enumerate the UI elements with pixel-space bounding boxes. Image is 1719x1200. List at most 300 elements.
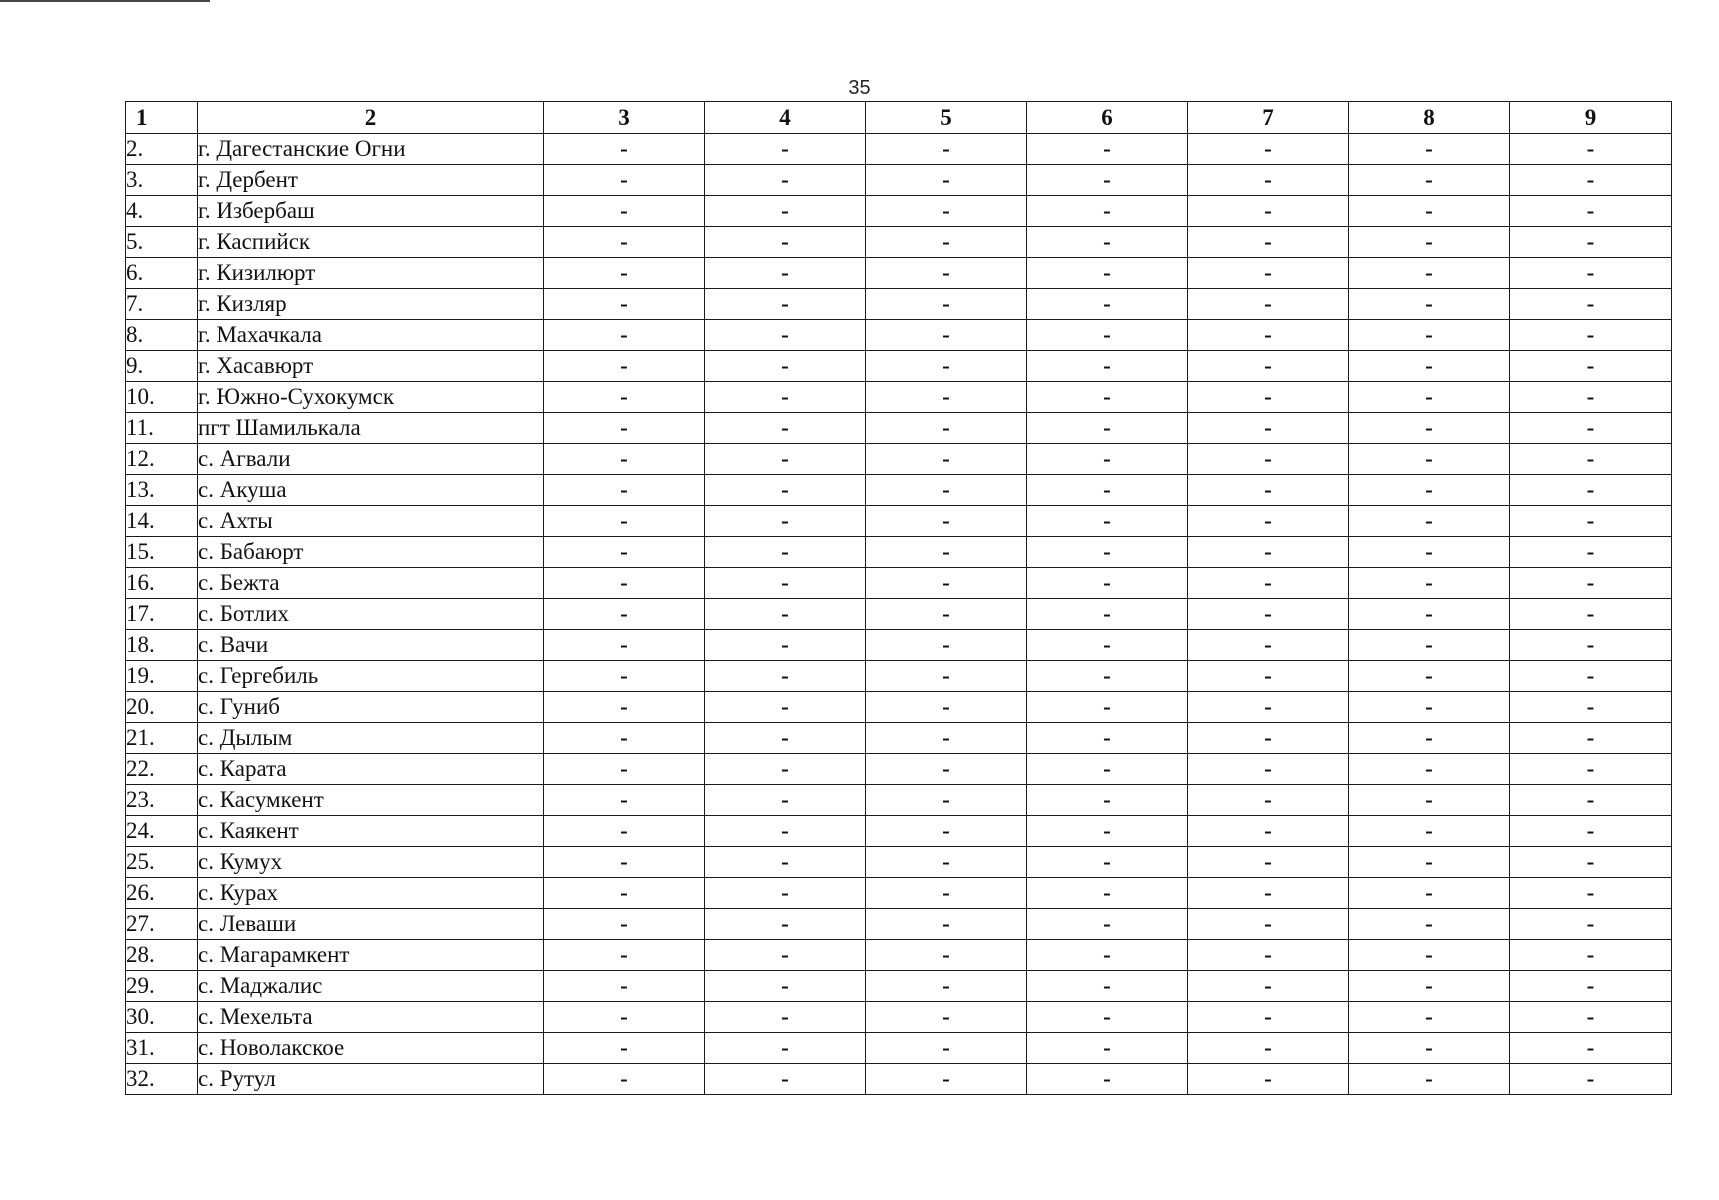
value-cell: - — [1349, 351, 1510, 382]
value-cell: - — [1349, 599, 1510, 630]
row-number: 11. — [126, 413, 198, 444]
table-row — [126, 723, 1672, 754]
value-cell: - — [705, 661, 866, 692]
value-cell: - — [1349, 754, 1510, 785]
settlement-name: с. Агвали — [198, 444, 544, 475]
value-cell: - — [1188, 816, 1349, 847]
value-cell: - — [1027, 351, 1188, 382]
value-cell: - — [705, 227, 866, 258]
value-cell: - — [1027, 475, 1188, 506]
value-cell: - — [866, 475, 1027, 506]
value-cell: - — [544, 816, 705, 847]
value-cell: - — [1027, 971, 1188, 1002]
table-row — [126, 1064, 1672, 1095]
value-cell: - — [1349, 971, 1510, 1002]
value-cell: - — [544, 258, 705, 289]
value-cell: - — [544, 289, 705, 320]
table-row — [126, 227, 1672, 258]
value-cell: - — [866, 568, 1027, 599]
table-row — [126, 382, 1672, 413]
value-cell: - — [544, 382, 705, 413]
settlement-name: с. Мехельта — [198, 1002, 544, 1033]
value-cell: - — [1510, 134, 1672, 165]
header-row — [126, 102, 1672, 134]
value-cell: - — [544, 196, 705, 227]
value-cell: - — [1188, 568, 1349, 599]
value-cell: - — [1510, 940, 1672, 971]
column-header: 8 — [1349, 102, 1510, 134]
value-cell: - — [705, 816, 866, 847]
settlement-name: с. Гергебиль — [198, 661, 544, 692]
value-cell: - — [1510, 258, 1672, 289]
value-cell: - — [1510, 692, 1672, 723]
value-cell: - — [1188, 382, 1349, 413]
value-cell: - — [544, 444, 705, 475]
value-cell: - — [1510, 785, 1672, 816]
row-number: 14. — [126, 506, 198, 537]
value-cell: - — [705, 971, 866, 1002]
value-cell: - — [866, 413, 1027, 444]
table-row — [126, 847, 1672, 878]
table-row — [126, 320, 1672, 351]
column-header: 9 — [1510, 102, 1672, 134]
value-cell: - — [1188, 661, 1349, 692]
value-cell: - — [1188, 692, 1349, 723]
column-header: 5 — [866, 102, 1027, 134]
table-row — [126, 909, 1672, 940]
value-cell: - — [544, 413, 705, 444]
value-cell: - — [1510, 227, 1672, 258]
table-row — [126, 971, 1672, 1002]
value-cell: - — [544, 661, 705, 692]
value-cell: - — [1510, 847, 1672, 878]
value-cell: - — [1027, 599, 1188, 630]
settlement-name: с. Карата — [198, 754, 544, 785]
row-number: 24. — [126, 816, 198, 847]
value-cell: - — [1510, 537, 1672, 568]
row-number: 15. — [126, 537, 198, 568]
value-cell: - — [1188, 1002, 1349, 1033]
value-cell: - — [1510, 382, 1672, 413]
settlement-name: с. Леваши — [198, 909, 544, 940]
settlement-name: с. Кумух — [198, 847, 544, 878]
value-cell: - — [1188, 878, 1349, 909]
table-row — [126, 630, 1672, 661]
value-cell: - — [1510, 599, 1672, 630]
value-cell: - — [1027, 940, 1188, 971]
value-cell: - — [1349, 413, 1510, 444]
value-cell: - — [1349, 258, 1510, 289]
row-number: 7. — [126, 289, 198, 320]
value-cell: - — [705, 754, 866, 785]
value-cell: - — [1349, 1033, 1510, 1064]
value-cell: - — [1188, 909, 1349, 940]
value-cell: - — [544, 785, 705, 816]
value-cell: - — [866, 165, 1027, 196]
settlement-name: с. Дылым — [198, 723, 544, 754]
value-cell: - — [1027, 816, 1188, 847]
value-cell: - — [705, 692, 866, 723]
value-cell: - — [544, 971, 705, 1002]
value-cell: - — [866, 289, 1027, 320]
value-cell: - — [866, 816, 1027, 847]
table-row — [126, 568, 1672, 599]
settlement-name: г. Дербент — [198, 165, 544, 196]
row-number: 25. — [126, 847, 198, 878]
value-cell: - — [544, 506, 705, 537]
value-cell: - — [544, 754, 705, 785]
value-cell: - — [705, 506, 866, 537]
data-table — [125, 101, 1672, 1095]
value-cell: - — [866, 599, 1027, 630]
row-number: 21. — [126, 723, 198, 754]
value-cell: - — [866, 630, 1027, 661]
row-number: 2. — [126, 134, 198, 165]
table-row — [126, 1002, 1672, 1033]
table-row — [126, 351, 1672, 382]
value-cell: - — [1027, 692, 1188, 723]
value-cell: - — [1027, 847, 1188, 878]
settlement-name: г. Дагестанские Огни — [198, 134, 544, 165]
value-cell: - — [544, 1002, 705, 1033]
value-cell: - — [1349, 320, 1510, 351]
value-cell: - — [1349, 692, 1510, 723]
value-cell: - — [1349, 475, 1510, 506]
value-cell: - — [1027, 1064, 1188, 1095]
row-number: 9. — [126, 351, 198, 382]
value-cell: - — [1510, 754, 1672, 785]
settlement-name: с. Курах — [198, 878, 544, 909]
value-cell: - — [705, 196, 866, 227]
value-cell: - — [544, 847, 705, 878]
value-cell: - — [544, 630, 705, 661]
value-cell: - — [1027, 444, 1188, 475]
row-number: 6. — [126, 258, 198, 289]
table-row — [126, 537, 1672, 568]
value-cell: - — [1349, 289, 1510, 320]
value-cell: - — [1188, 506, 1349, 537]
row-number: 3. — [126, 165, 198, 196]
value-cell: - — [1027, 723, 1188, 754]
value-cell: - — [866, 909, 1027, 940]
table-body — [126, 134, 1672, 1095]
row-number: 5. — [126, 227, 198, 258]
settlement-name: с. Ахты — [198, 506, 544, 537]
value-cell: - — [1349, 847, 1510, 878]
row-number: 19. — [126, 661, 198, 692]
value-cell: - — [866, 382, 1027, 413]
row-number: 32. — [126, 1064, 198, 1095]
value-cell: - — [705, 320, 866, 351]
value-cell: - — [705, 537, 866, 568]
table-row — [126, 413, 1672, 444]
value-cell: - — [1510, 1033, 1672, 1064]
value-cell: - — [1027, 754, 1188, 785]
value-cell: - — [705, 351, 866, 382]
value-cell: - — [544, 723, 705, 754]
value-cell: - — [866, 878, 1027, 909]
column-header: 7 — [1188, 102, 1349, 134]
value-cell: - — [544, 537, 705, 568]
value-cell: - — [1188, 847, 1349, 878]
value-cell: - — [866, 785, 1027, 816]
value-cell: - — [1188, 1064, 1349, 1095]
value-cell: - — [1188, 971, 1349, 1002]
settlement-name: с. Маджалис — [198, 971, 544, 1002]
value-cell: - — [1188, 475, 1349, 506]
value-cell: - — [866, 258, 1027, 289]
value-cell: - — [1349, 723, 1510, 754]
table-row — [126, 785, 1672, 816]
value-cell: - — [705, 475, 866, 506]
value-cell: - — [1349, 506, 1510, 537]
column-header: 6 — [1027, 102, 1188, 134]
value-cell: - — [866, 1064, 1027, 1095]
value-cell: - — [1027, 289, 1188, 320]
table-row — [126, 754, 1672, 785]
scan-edge-mark — [0, 0, 210, 2]
value-cell: - — [1349, 444, 1510, 475]
value-cell: - — [544, 599, 705, 630]
table-row — [126, 692, 1672, 723]
value-cell: - — [705, 165, 866, 196]
row-number: 4. — [126, 196, 198, 227]
table-row — [126, 289, 1672, 320]
value-cell: - — [705, 630, 866, 661]
value-cell: - — [1027, 630, 1188, 661]
value-cell: - — [1349, 134, 1510, 165]
row-number: 12. — [126, 444, 198, 475]
settlement-name: с. Каякент — [198, 816, 544, 847]
value-cell: - — [866, 971, 1027, 1002]
row-number: 29. — [126, 971, 198, 1002]
value-cell: - — [1027, 568, 1188, 599]
table-row — [126, 661, 1672, 692]
value-cell: - — [866, 444, 1027, 475]
table-row — [126, 165, 1672, 196]
value-cell: - — [1027, 909, 1188, 940]
table-row — [126, 599, 1672, 630]
table-row — [126, 258, 1672, 289]
row-number: 26. — [126, 878, 198, 909]
value-cell: - — [866, 723, 1027, 754]
column-header: 3 — [544, 102, 705, 134]
value-cell: - — [1027, 196, 1188, 227]
value-cell: - — [705, 785, 866, 816]
value-cell: - — [1027, 227, 1188, 258]
value-cell: - — [866, 661, 1027, 692]
value-cell: - — [866, 134, 1027, 165]
value-cell: - — [1510, 971, 1672, 1002]
value-cell: - — [1027, 382, 1188, 413]
row-number: 16. — [126, 568, 198, 599]
value-cell: - — [1188, 134, 1349, 165]
table-row — [126, 444, 1672, 475]
value-cell: - — [866, 847, 1027, 878]
value-cell: - — [1349, 816, 1510, 847]
settlement-name: г. Кизляр — [198, 289, 544, 320]
value-cell: - — [1188, 289, 1349, 320]
row-number: 8. — [126, 320, 198, 351]
value-cell: - — [1349, 382, 1510, 413]
value-cell: - — [1188, 165, 1349, 196]
row-number: 31. — [126, 1033, 198, 1064]
settlement-name: с. Магарамкент — [198, 940, 544, 971]
value-cell: - — [1188, 754, 1349, 785]
value-cell: - — [705, 382, 866, 413]
settlement-name: г. Южно-Сухокумск — [198, 382, 544, 413]
value-cell: - — [1188, 196, 1349, 227]
settlement-name: с. Бежта — [198, 568, 544, 599]
value-cell: - — [1510, 320, 1672, 351]
row-number: 17. — [126, 599, 198, 630]
settlement-name: пгт Шамилькала — [198, 413, 544, 444]
value-cell: - — [1188, 227, 1349, 258]
value-cell: - — [1510, 816, 1672, 847]
value-cell: - — [866, 227, 1027, 258]
table-row — [126, 878, 1672, 909]
value-cell: - — [866, 692, 1027, 723]
value-cell: - — [1349, 630, 1510, 661]
value-cell: - — [544, 320, 705, 351]
value-cell: - — [1349, 909, 1510, 940]
row-number: 18. — [126, 630, 198, 661]
value-cell: - — [866, 320, 1027, 351]
value-cell: - — [1510, 444, 1672, 475]
row-number: 28. — [126, 940, 198, 971]
settlement-name: г. Каспийск — [198, 227, 544, 258]
settlement-name: с. Вачи — [198, 630, 544, 661]
column-header: 1 — [126, 102, 198, 134]
table-row — [126, 134, 1672, 165]
value-cell: - — [866, 1033, 1027, 1064]
settlement-name: с. Гуниб — [198, 692, 544, 723]
value-cell: - — [544, 475, 705, 506]
row-number: 22. — [126, 754, 198, 785]
row-number: 30. — [126, 1002, 198, 1033]
table-header — [126, 102, 1672, 134]
value-cell: - — [1188, 258, 1349, 289]
value-cell: - — [1027, 785, 1188, 816]
value-cell: - — [1027, 165, 1188, 196]
value-cell: - — [544, 227, 705, 258]
value-cell: - — [1188, 785, 1349, 816]
value-cell: - — [705, 940, 866, 971]
row-number: 27. — [126, 909, 198, 940]
settlement-name: с. Рутул — [198, 1064, 544, 1095]
settlement-name: г. Избербаш — [198, 196, 544, 227]
column-header: 4 — [705, 102, 866, 134]
value-cell: - — [1188, 320, 1349, 351]
value-cell: - — [544, 165, 705, 196]
value-cell: - — [705, 568, 866, 599]
value-cell: - — [705, 909, 866, 940]
value-cell: - — [1510, 196, 1672, 227]
value-cell: - — [1510, 723, 1672, 754]
table-row — [126, 940, 1672, 971]
value-cell: - — [705, 134, 866, 165]
value-cell: - — [544, 878, 705, 909]
table-row — [126, 196, 1672, 227]
value-cell: - — [1510, 661, 1672, 692]
value-cell: - — [1510, 909, 1672, 940]
settlement-name: г. Махачкала — [198, 320, 544, 351]
value-cell: - — [866, 1002, 1027, 1033]
row-number: 20. — [126, 692, 198, 723]
settlement-name: с. Новолакское — [198, 1033, 544, 1064]
value-cell: - — [1349, 661, 1510, 692]
value-cell: - — [1349, 878, 1510, 909]
table-row — [126, 1033, 1672, 1064]
value-cell: - — [1510, 475, 1672, 506]
value-cell: - — [705, 289, 866, 320]
value-cell: - — [1188, 940, 1349, 971]
value-cell: - — [705, 1002, 866, 1033]
value-cell: - — [1349, 940, 1510, 971]
value-cell: - — [1188, 723, 1349, 754]
value-cell: - — [1027, 320, 1188, 351]
value-cell: - — [544, 351, 705, 382]
value-cell: - — [1027, 537, 1188, 568]
page-number: 35 — [848, 77, 871, 99]
value-cell: - — [705, 413, 866, 444]
value-cell: - — [1349, 1064, 1510, 1095]
value-cell: - — [544, 692, 705, 723]
value-cell: - — [1510, 878, 1672, 909]
row-number: 23. — [126, 785, 198, 816]
value-cell: - — [1349, 785, 1510, 816]
value-cell: - — [705, 444, 866, 475]
value-cell: - — [1188, 599, 1349, 630]
value-cell: - — [544, 940, 705, 971]
value-cell: - — [1027, 1033, 1188, 1064]
value-cell: - — [1349, 227, 1510, 258]
value-cell: - — [1349, 196, 1510, 227]
settlement-name: с. Бабаюрт — [198, 537, 544, 568]
row-number: 13. — [126, 475, 198, 506]
value-cell: - — [705, 723, 866, 754]
value-cell: - — [1027, 878, 1188, 909]
value-cell: - — [705, 258, 866, 289]
value-cell: - — [1188, 1033, 1349, 1064]
value-cell: - — [1188, 351, 1349, 382]
value-cell: - — [1510, 413, 1672, 444]
value-cell: - — [544, 1064, 705, 1095]
value-cell: - — [1188, 630, 1349, 661]
value-cell: - — [1188, 537, 1349, 568]
value-cell: - — [1510, 506, 1672, 537]
value-cell: - — [1188, 444, 1349, 475]
table-row — [126, 506, 1672, 537]
table-row — [126, 475, 1672, 506]
value-cell: - — [705, 1064, 866, 1095]
value-cell: - — [705, 599, 866, 630]
settlement-name: г. Хасавюрт — [198, 351, 544, 382]
value-cell: - — [1027, 258, 1188, 289]
value-cell: - — [1349, 537, 1510, 568]
value-cell: - — [1349, 568, 1510, 599]
value-cell: - — [1027, 413, 1188, 444]
value-cell: - — [544, 1033, 705, 1064]
value-cell: - — [866, 196, 1027, 227]
value-cell: - — [1510, 1002, 1672, 1033]
value-cell: - — [1349, 1002, 1510, 1033]
value-cell: - — [1027, 661, 1188, 692]
value-cell: - — [1510, 568, 1672, 599]
value-cell: - — [866, 940, 1027, 971]
value-cell: - — [866, 754, 1027, 785]
value-cell: - — [1188, 413, 1349, 444]
